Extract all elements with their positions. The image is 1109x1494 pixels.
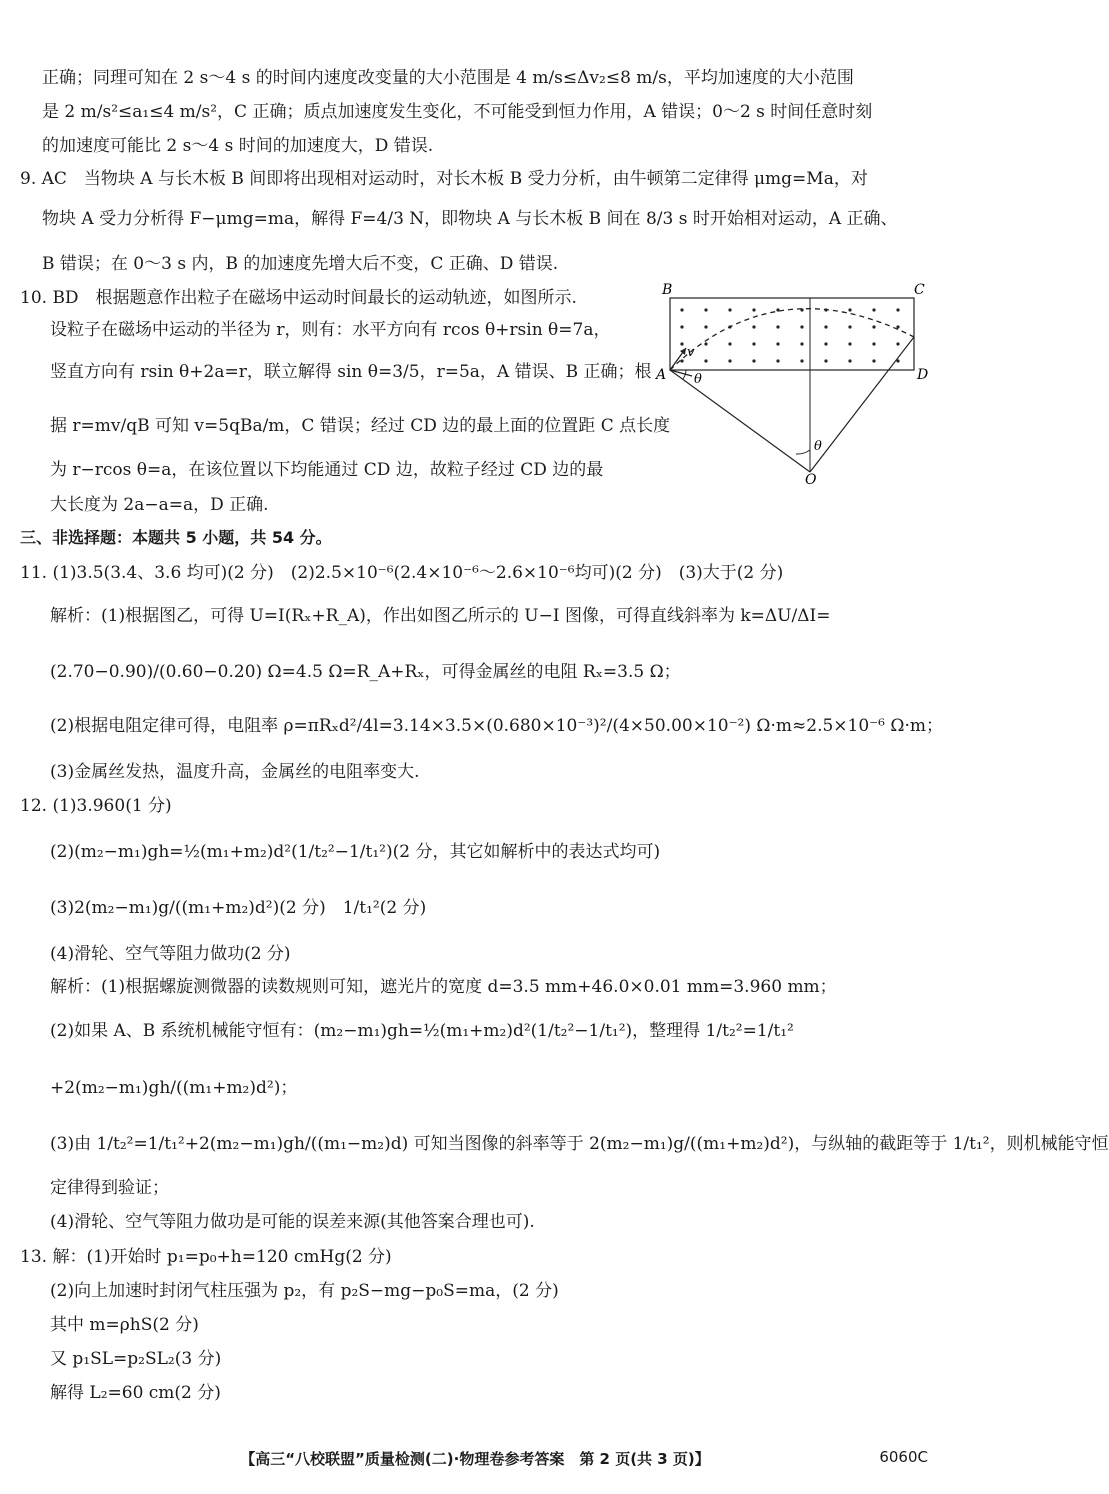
field-dot <box>680 325 683 328</box>
field-dot <box>728 308 731 311</box>
field-dot <box>896 308 899 311</box>
field-dot <box>752 342 755 345</box>
text-line: 其中 m=ρhS(2 分) <box>50 1315 199 1335</box>
field-dot <box>848 325 851 328</box>
field-dot <box>848 308 851 311</box>
text-line: B 错误；在 0～3 s 内，B 的加速度先增大后不变，C 正确、D 错误. <box>42 254 559 274</box>
text-line: (2)如果 A、B 系统机械能守恒有：(m₂−m₁)gh=½(m₁+m₂)d²(1/t₂²−1/t₁²)，整理得 1/t₂²=1/t₁² <box>50 1021 794 1041</box>
text-line: (3)2(m₂−m₁)g/((m₁+m₂)d²)(2 分) 1/t₁²(2 分) <box>50 898 427 918</box>
label-A: A <box>656 367 667 383</box>
field-dot <box>752 359 755 362</box>
text-line: 物块 A 受力分析得 F−μmg=ma，解得 F=4/3 N，即物块 A 与长木板 B 间在 8/3 s 时开始相对运动，A 正确、 <box>42 209 898 229</box>
field-dot <box>824 342 827 345</box>
text-line: 竖直方向有 rsin θ+2a=r，联立解得 sin θ=3/5，r=5a，A 错误、B 正确；根 <box>50 362 652 382</box>
field-dot <box>776 308 779 311</box>
section-heading: 三、非选择题：本题共 5 小题，共 54 分。 <box>20 528 332 547</box>
field-dot <box>872 342 875 345</box>
label-theta-O: θ <box>814 439 822 454</box>
field-dot <box>800 325 803 328</box>
field-dot <box>824 359 827 362</box>
field-dot <box>848 342 851 345</box>
text-line: 11. (1)3.5(3.4、3.6 均可)(2 分) (2)2.5×10⁻⁶(2.4×10⁻⁶～2.6×10⁻⁶均可)(2 分) (3)大于(2 分) <box>20 563 784 583</box>
label-D: D <box>917 367 929 383</box>
text-line: 12. (1)3.960(1 分) <box>20 796 172 816</box>
text-line: 是 2 m/s²≤a₁≤4 m/s²，C 正确；质点加速度发生变化，不可能受到恒力作用，A 错误；0～2 s 时间任意时刻 <box>42 102 873 122</box>
text-line: 13. 解：(1)开始时 p₁=p₀+h=120 cmHg(2 分) <box>20 1247 392 1267</box>
field-dot <box>752 325 755 328</box>
label-C: C <box>914 282 925 298</box>
field-dot <box>728 342 731 345</box>
label-O: O <box>805 472 817 488</box>
label-v: v <box>687 345 695 360</box>
text-line: (4)滑轮、空气等阻力做功(2 分) <box>50 944 291 964</box>
text-line: 10. BD 根据题意作出粒子在磁场中运动时间最长的运动轨迹，如图所示. <box>20 288 577 308</box>
field-dot <box>680 359 683 362</box>
text-line: (2)根据电阻定律可得，电阻率 ρ=πRₓd²/4l=3.14×3.5×(0.680×10⁻³)²/(4×50.00×10⁻²) Ω·m≈2.5×10⁻⁶ Ω·m； <box>50 716 943 736</box>
text-line: 的加速度可能比 2 s～4 s 时间的加速度大，D 错误. <box>42 136 434 156</box>
document-code: 6060C <box>879 1448 928 1466</box>
text-line: (3)由 1/t₂²=1/t₁²+2(m₂−m₁)gh/((m₁−m₂)d) 可知当图像的斜率等于 2(m₂−m₁)g/((m₁+m₂)d²)，与纵轴的截距等于 1/t₁²，则机械能守恒 <box>50 1134 1109 1154</box>
text-line: 解析：(1)根据图乙，可得 U=I(Rₓ+R_A)，作出如图乙所示的 U−I 图像，可得直线斜率为 k=ΔU/ΔI= <box>50 606 831 626</box>
text-line: 大长度为 2a−a=a，D 正确. <box>50 495 269 515</box>
text-line: +2(m₂−m₁)gh/((m₁+m₂)d²)； <box>50 1078 298 1098</box>
footer-title: 【高三“八校联盟”质量检测(二)·物理卷参考答案 第 2 页(共 3 页)】 <box>240 1450 710 1468</box>
text-line: (4)滑轮、空气等阻力做功是可能的误差来源(其他答案合理也可). <box>50 1212 535 1232</box>
text-line: (3)金属丝发热，温度升高，金属丝的电阻率变大. <box>50 762 420 782</box>
field-dot <box>776 325 779 328</box>
field-dot <box>896 325 899 328</box>
field-dot <box>872 325 875 328</box>
field-dot <box>728 359 731 362</box>
text-line: 解得 L₂=60 cm(2 分) <box>50 1383 221 1403</box>
label-B: B <box>662 282 673 298</box>
field-dot <box>800 359 803 362</box>
magnetic-field-diagram <box>656 282 932 487</box>
text-line: 为 r−rcos θ=a，在该位置以下均能通过 CD 边，故粒子经过 CD 边的最 <box>50 460 604 480</box>
label-theta-A: θ <box>694 372 702 387</box>
text-line: 定律得到验证； <box>50 1178 169 1198</box>
theta-arc-O <box>796 450 810 454</box>
field-dot <box>704 359 707 362</box>
text-line: 又 p₁SL=p₂SL₂(3 分) <box>50 1349 222 1369</box>
text-line: 设粒子在磁场中运动的半径为 r，则有：水平方向有 rcos θ+rsin θ=7a， <box>50 320 611 340</box>
text-line: 正确；同理可知在 2 s～4 s 的时间内速度改变量的大小范围是 4 m/s≤Δv₂≤8 m/s，平均加速度的大小范围 <box>42 68 854 88</box>
field-dot <box>680 342 683 345</box>
text-line: 9. AC 当物块 A 与长木板 B 间即将出现相对运动时，对长木板 B 受力分析，由牛顿第二定律得 μmg=Ma，对 <box>20 169 868 189</box>
text-line: (2.70−0.90)/(0.60−0.20) Ω=4.5 Ω=R_A+Rₓ，可得金属丝的电阻 Rₓ=3.5 Ω； <box>50 662 681 682</box>
field-dot <box>800 342 803 345</box>
text-line: 据 r=mv/qB 可知 v=5qBa/m，C 错误；经过 CD 边的最上面的位置距 C 点长度 <box>50 416 671 436</box>
field-dot <box>896 342 899 345</box>
text-line: (2)向上加速时封闭气柱压强为 p₂，有 p₂S−mg−p₀S=ma，(2 分) <box>50 1281 559 1301</box>
field-dot <box>704 308 707 311</box>
field-dot <box>824 325 827 328</box>
radius-line-O-exit <box>810 337 914 472</box>
field-dot <box>752 308 755 311</box>
text-line: 解析：(1)根据螺旋测微器的读数规则可知，遮光片的宽度 d=3.5 mm+46.0×0.01 mm=3.960 mm； <box>50 977 837 997</box>
field-dot <box>848 359 851 362</box>
field-dot <box>776 359 779 362</box>
field-dot <box>704 342 707 345</box>
field-dot <box>872 308 875 311</box>
field-dot <box>680 308 683 311</box>
radius-line-AO <box>670 370 810 472</box>
page-footer <box>0 1448 950 1474</box>
text-line: (2)(m₂−m₁)gh=½(m₁+m₂)d²(1/t₂²−1/t₁²)(2 分，其它如解析中的表达式均可) <box>50 842 661 862</box>
field-dot <box>776 342 779 345</box>
field-dot <box>872 359 875 362</box>
field-dot <box>704 325 707 328</box>
